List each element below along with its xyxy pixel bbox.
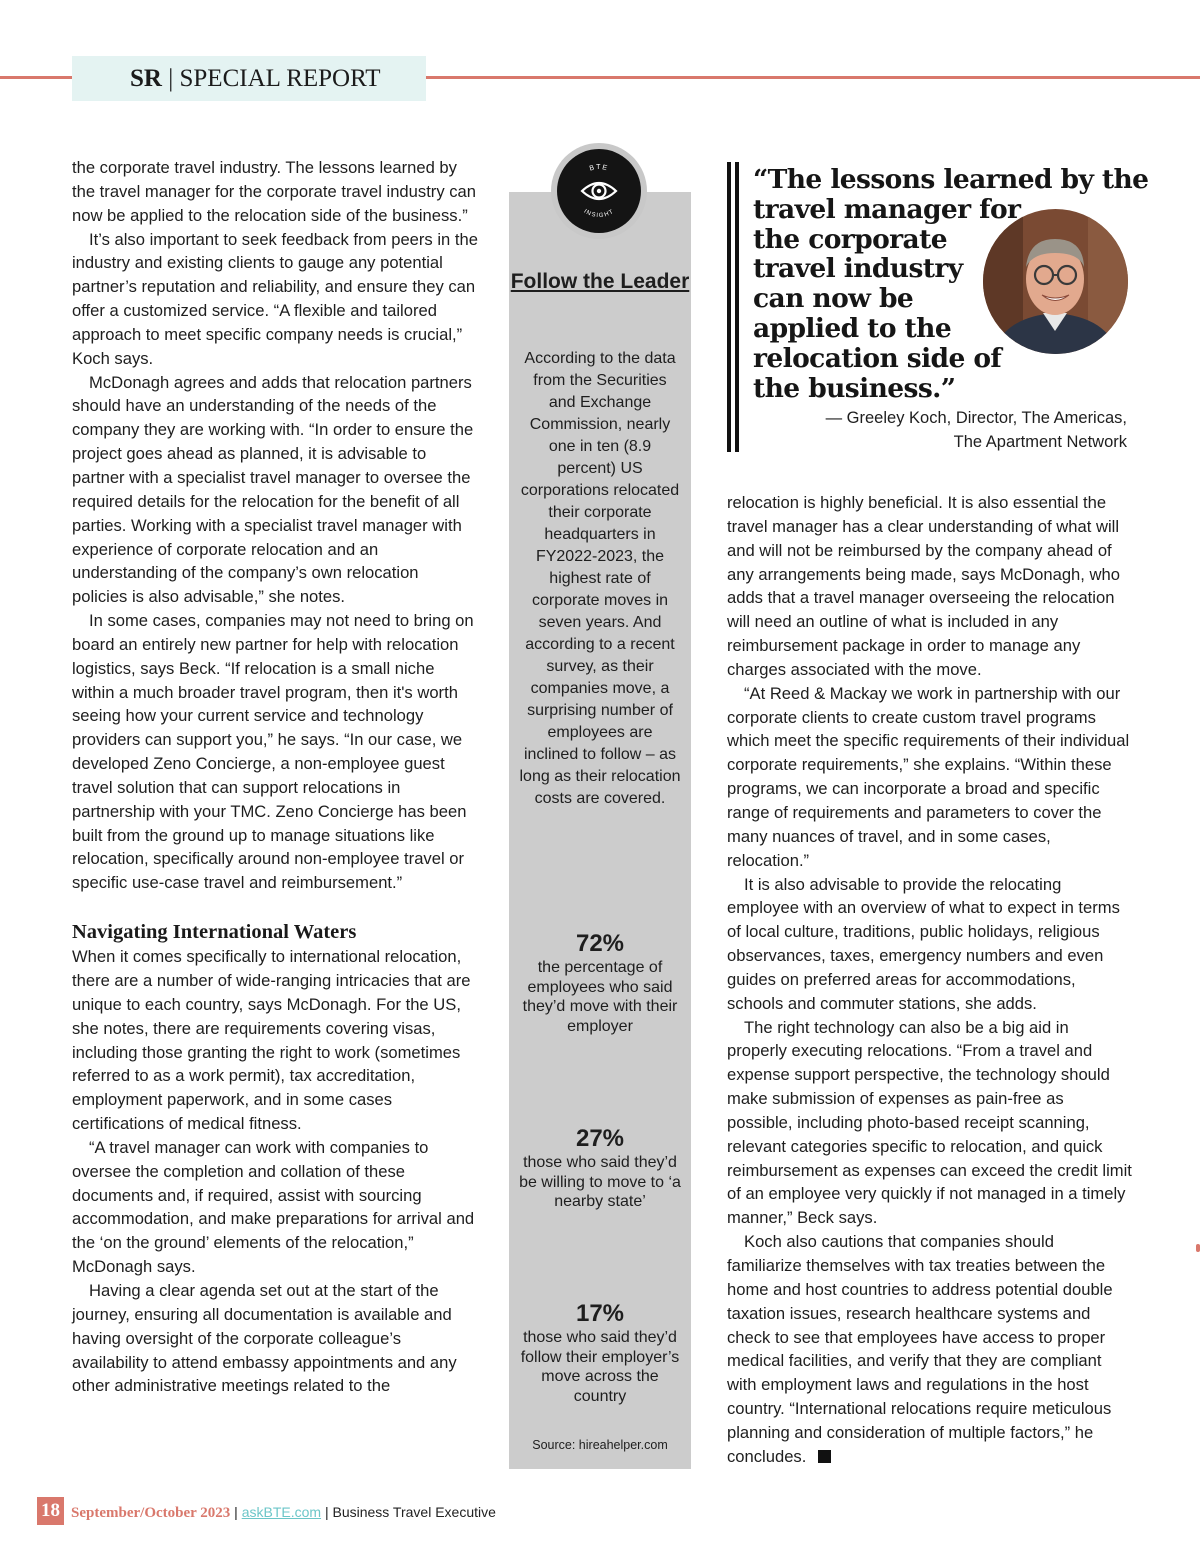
stat-label: those who said they’d be willing to move to ‘a nearby state’	[519, 1154, 681, 1210]
paragraph: “At Reed & Mackay we work in partnership with our corporate clients to create custom travel programs which meet the specific requirements of their individual corporate requirements,” she explains. “Within these programs, we can incorporate a broad and specific range of requirements and parameters to cover the many nuances of travel, and in some cases, relocation.”	[727, 683, 1130, 870]
sidebar-body: According to the data from the Securities and Exchange Commission, nearly one in ten (8.9 percent) US corporations relocated their corporate headquarters in FY2022-2023, the highest rate of corporate moves in seven years. And according to a recent survey, as their companies move, a surprising number of employees are inclined to follow – as long as their relocation costs are covered.	[519, 350, 681, 807]
svg-text:BTE	[589, 164, 609, 173]
site-link[interactable]: askBTE.com	[241, 1504, 322, 1520]
paragraph: When it comes specifically to international relocation, there are a number of wide-ranging intricacies that are unique to each country, says McDonagh. For the US, she notes, there are requirements covering visas, including those granting the right to work (sometimes referred to as a work permit), tax accreditation, employment paperwork, and in some cases certifications of medical fitness.	[72, 947, 471, 1134]
eye-icon	[551, 143, 647, 239]
pull-quote-line: the business.”	[753, 372, 956, 404]
quote-attribution	[760, 406, 1127, 454]
page-footer	[0, 1497, 600, 1527]
publication-name: Business Travel Executive	[332, 1504, 496, 1520]
pull-quote-line: travel industry	[753, 253, 963, 285]
paragraph: In some cases, companies may not need to bring on board an entirely new partner for help with relocation logistics, says Beck. “If relocation is a small niche within a much broader travel program, then it's worth seeing how your current service and technology providers can support you,” he says. “In our case, we developed Zeno Concierge, a non-employee guest travel solution that can support relocations in partnership with your TMC. Zeno Concierge has been built from the ground up to manage situations like relocation, specifically around non-employee travel or specific use-case travel and reimbursement.”	[72, 611, 474, 893]
header-rule-left	[0, 76, 72, 79]
pull-quote-line: applied to the	[753, 312, 952, 344]
header-rule-right	[426, 76, 1200, 79]
section-tab	[72, 56, 426, 101]
paragraph: McDonagh agrees and adds that relocation partners should have an understanding of the needs of the company they are working with. “In order to ensure the project goes ahead as planned, it is advisable to partner with a specialist travel manager to oversee the required details for the relocation for the benefit of all parties. Working with a specialist travel manager with experience of corporate relocation and an understanding of the company’s own relocation policies is also advisable,” she notes.	[72, 372, 474, 607]
stat-value: 27%	[575, 1125, 625, 1152]
pull-quote-line: travel manager for	[753, 193, 1021, 225]
paragraph: The right technology can also be a big aid in properly executing relocations. “From a travel and expense support perspective, the technology should make submission of expenses as pain-free as possible, including photo-based receipt scanning, relevant categories specific to relocation, and quick reimbursement as expenses can exceed the credit limit of an employee very quickly if not managed in a timely manner,” Beck says.	[727, 1017, 1132, 1228]
section-heading: Navigating International Waters	[72, 921, 357, 944]
stat-value: 72%	[575, 930, 625, 957]
footer-text	[71, 1501, 496, 1524]
pull-quote-line: relocation side of	[753, 342, 1002, 374]
attribution-line: The Apartment Network	[953, 433, 1127, 451]
footer-separator: |	[234, 1504, 238, 1520]
paragraph: Having a clear agenda set out at the start of the journey, ensuring all documentation is available and having oversight of the corporate colleague’s availability to attend embassy appointments and any other administrative meetings related to the	[72, 1280, 457, 1396]
paragraph: It is also advisable to provide the relocating employee with an overview of what to expect in terms of local culture, traditions, public holidays, religious observances, taxes, emergency numbers and even guides on preferred areas for accommodations, schools and commuter stations, she adds.	[727, 874, 1120, 1013]
badge-bottom-text: INSIGHT	[582, 208, 616, 220]
section-abbr: SR	[130, 65, 162, 92]
sidebar-source: Source: hireahelper.com	[532, 1438, 668, 1452]
section-separator: |	[168, 65, 174, 92]
paragraph: It’s also important to seek feedback from peers in the industry and existing clients to gauge any potential partner’s reputation and reliability, and ensure they can offer a customized service. “A flexible and tailored approach to meet specific company needs is crucial,” Koch says.	[72, 229, 478, 368]
stat-block	[517, 1300, 683, 1406]
paragraph: “A travel manager can work with companies to oversee the completion and collation of these documents and, if required, assist with sourcing accommodation, and make preparations for arrival and the ‘on the ground’ elements of the relocation,” McDonagh says.	[72, 1137, 475, 1277]
stat-block	[517, 930, 683, 1036]
sidebar-title: Follow the Leader	[510, 270, 690, 293]
edge-mark	[1196, 1244, 1200, 1252]
pull-quote-line: “The lessons learned by the	[753, 164, 1149, 195]
attribution-line: — Greeley Koch, Director, The Americas,	[825, 409, 1127, 427]
stat-block	[517, 1125, 683, 1212]
paragraph: the corporate travel industry. The lessons learned by the travel manager for the corporate travel industry can now be applied to the relocation side of the business.”	[72, 158, 476, 225]
end-mark-icon	[818, 1450, 831, 1463]
insight-badge	[551, 143, 647, 239]
stat-value: 17%	[575, 1300, 625, 1327]
stat-label: those who said they’d follow their employer’s move across the country	[520, 1329, 680, 1405]
issue-date: September/October 2023	[71, 1505, 231, 1521]
stat-label: the percentage of employees who said they’d move with their employer	[522, 959, 678, 1035]
badge-top-text: BTE	[588, 164, 610, 173]
right-column	[727, 491, 1133, 1469]
footer-separator: |	[324, 1504, 329, 1520]
paragraph-text: Koch also cautions that companies should familiarize themselves with tax treaties between the home and host countries to address potential double taxation issues, research healthcare systems and check to see that employees have access to proper medical facilities, and verify that they are compliant with employment laws and regulations in the host country. “International relocations require meticulous planning and consideration of multiple factors,” he concludes.	[727, 1232, 1113, 1466]
page-number: 18	[37, 1497, 64, 1525]
pull-quote-line: can now be	[753, 283, 914, 315]
portrait-image	[983, 209, 1128, 354]
quote-bars	[727, 162, 739, 452]
section-label: SPECIAL REPORT	[179, 65, 381, 92]
sidebar-box	[509, 192, 691, 1469]
speaker-portrait	[983, 209, 1128, 354]
svg-text:INSIGHT	[583, 209, 616, 220]
paragraph	[727, 1230, 1133, 1468]
left-column	[72, 156, 478, 1398]
paragraph: relocation is highly beneficial. It is also essential the travel manager has a clear understanding of what will and will not be reimbursed by the company ahead of any arrangements being made, says McDonagh, who adds that a travel manager overseeing the relocation will need an outline of what is included in any reimbursement package in order to manage any charges associated with the move.	[727, 493, 1120, 679]
pull-quote-line: the corporate	[753, 223, 948, 255]
